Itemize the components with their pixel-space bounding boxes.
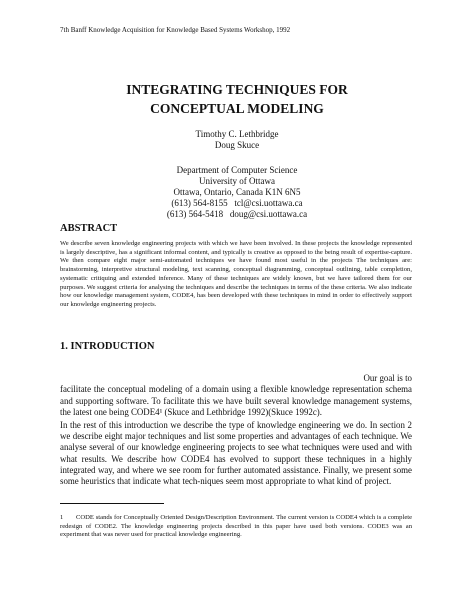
footnote-marker: 1 [60, 514, 64, 521]
introduction-paragraph-1 [60, 362, 412, 418]
author-list [0, 129, 474, 151]
introduction-heading: 1. INTRODUCTION [60, 341, 155, 352]
affiliation-block: Department of Computer Science University of Ottawa Ottawa, Ontario, Canada K1N 6N5 (613) 564-8155 tcl@csi.uottawa.ca (613) 564-5418 doug@csi.uottawa.ca [166, 165, 308, 219]
abstract-heading: ABSTRACT [60, 223, 118, 234]
footnote [60, 514, 412, 540]
footnote-text: CODE stands for Conceptually Oriented Design/Description Environment. The current version is CODE4 which is a complete redesign of CODE2. The knowledge engineering projects described in this paper have used both versions. CODE3 was an experiment that was never used for practical knowledge engineering. [60, 514, 412, 539]
paper-title [0, 80, 474, 118]
introduction-paragraph-2: In the rest of this introduction we describe the type of knowledge engineering we do. In section 2 we describe eight major techniques and list some properties and advantages of each technique. We analyse several of our knowledge engineering projects to see what techniques were used and with what results. We describe how CODE4 has evolved to support these techniques in a highly integrated way, and where we see room for further automated assistance. Finally, we present some some heuristics that indicate what tech-niques seem most appropriate to what kind of project. [60, 420, 412, 487]
paragraph-lead: Our goal is to [363, 373, 412, 383]
footnote-divider [60, 503, 164, 504]
title-line-1: INTEGRATING TECHNIQUES FOR [126, 82, 348, 97]
title-line-2: CONCEPTUAL MODELING [150, 101, 324, 116]
abstract-text: We describe seven knowledge engineering projects with which we have been involved. In these projects the knowledge represented is largely descriptive, has a significant informal content, and typically is creative as opposed to the being result of expertise-capture. We then compare eight major semi-automated techniques we have found most useful in the projects The techniques are: brainstorming, interpretive structural modeling, text scanning, conceptual diagramming, conceptual outlining, table completion, systematic critiquing and extended inference. Many of these techniques are widely known, but we have tailored them for our purposes. We suggest criteria for analysing the techniques and describe the techniques in terms of the these criteria. We also indicate how our knowledge management system, CODE4, has been developed with these techniques in mind in order to effectively support our knowledge engineering projects. [60, 240, 412, 308]
author-name: Timothy C. Lethbridge [195, 129, 279, 139]
running-header: 7th Banff Knowledge Acquisition for Knowledge Based Systems Workshop, 1992 [60, 26, 291, 34]
author-name: Doug Skuce [214, 140, 260, 150]
paragraph-body: facilitate the conceptual modeling of a domain using a flexible knowledge representation schema and supporting software. To facilitate this we have built several knowledge management systems, the latest one being CODE4¹ (Skuce and Lethbridge 1992)(Skuce 1992c). [60, 384, 412, 417]
